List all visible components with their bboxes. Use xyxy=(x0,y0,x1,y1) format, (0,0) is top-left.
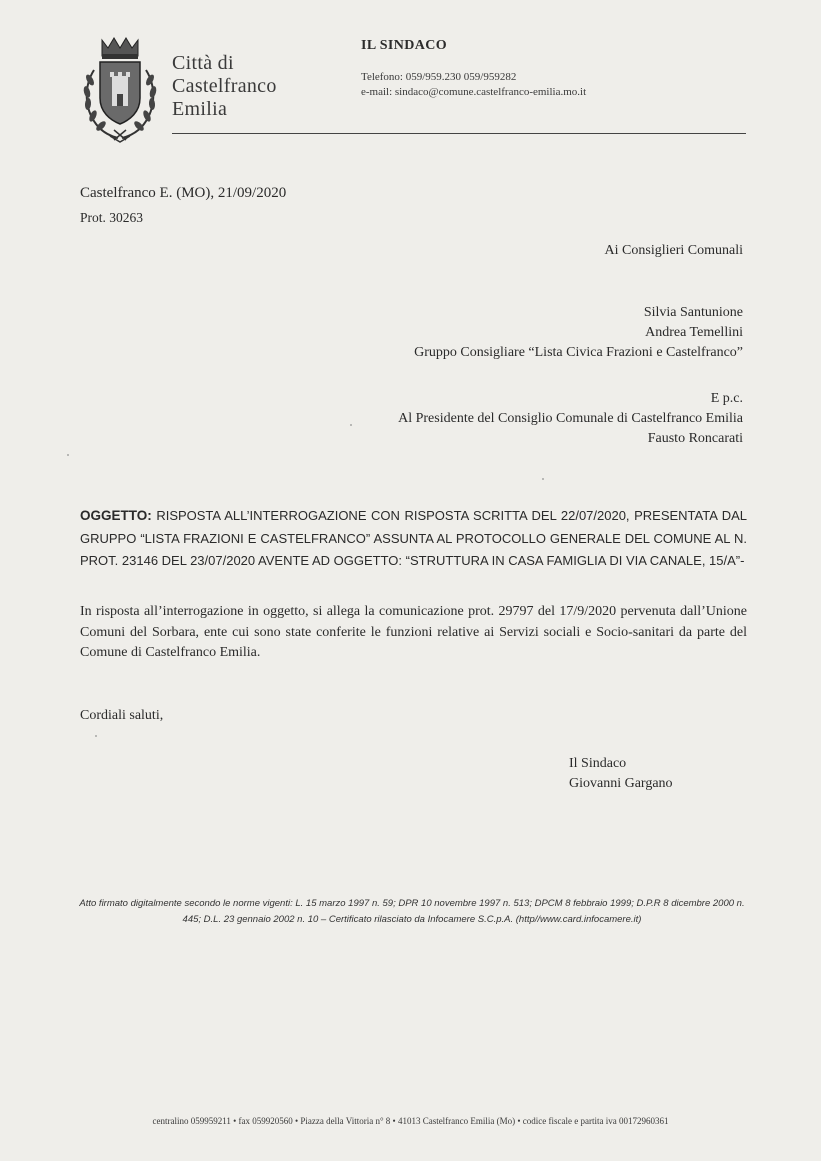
signature-role: Il Sindaco xyxy=(569,756,627,771)
scan-speck xyxy=(95,735,97,737)
signature-block xyxy=(569,754,673,794)
scan-speck xyxy=(350,424,352,426)
digital-signature-note: Atto firmato digitalmente secondo le norme vigenti: L. 15 marzo 1997 n. 59; DPR 10 novembre 1997 n. 513; DPCM 8 febbraio 1999; D.P.R 8 dicembre 2000 n. 445; D.L. 23 gennaio 2002 n. 10 – Certificato rilasciato da Infocamere S.C.p.A. (http//www.card.infocamere.it) xyxy=(79,898,745,925)
recipient-group: Gruppo Consigliare “Lista Civica Frazioni e Castelfranco” xyxy=(414,345,743,360)
recipient-name: Andrea Temellini xyxy=(645,325,743,340)
scan-speck xyxy=(542,478,544,480)
recipient-name: Silvia Santunione xyxy=(643,305,743,320)
greeting: Cordiali saluti, xyxy=(80,708,164,723)
recipient-names xyxy=(414,303,743,363)
subject-label: OGGETTO: xyxy=(80,508,152,523)
contact-info xyxy=(361,70,586,100)
subject-text: RISPOSTA ALL’INTERROGAZIONE CON RISPOSTA SCRITTA DEL 22/07/2020, PRESENTATA DAL GRUPPO “LISTA FRAZIONI E CASTELFRANCO” ASSUNTA AL PROTOCOLLO GENERALE DEL COMUNE AL N. PROT. 23146 DEL 23/07/2020 AVENTE AD OGGETTO: “STRUTTURA IN CASA FAMIGLIA DI VIA CANALE, 15/A”- xyxy=(80,508,747,568)
phone-line: Telefono: 059/959.230 059/959282 xyxy=(361,71,517,83)
cc-recipient: Al Presidente del Consiglio Comunale di Castelfranco Emilia xyxy=(398,411,743,426)
body-paragraph: In risposta all’interrogazione in oggetto, si allega la comunicazione prot. 29797 del 17/9/2020 pervenuta dall’Unione Comuni del Sorbara, ente cui sono state conferite le funzioni relative ai Servizi sociali e Socio-sanitari da parte del Comune di Castelfranco Emilia. xyxy=(80,604,747,660)
cc-label: E p.c. xyxy=(710,391,743,406)
header-divider xyxy=(172,133,746,134)
municipal-crest-icon xyxy=(80,36,160,144)
town-name xyxy=(172,52,277,121)
signature-name: Giovanni Gargano xyxy=(569,776,673,791)
town-name-line-2: Castelfranco xyxy=(172,75,277,97)
scan-speck xyxy=(67,454,69,456)
town-name-line-3: Emilia xyxy=(172,98,228,120)
place-date: Castelfranco E. (MO), 21/09/2020 xyxy=(80,185,287,201)
subject-paragraph xyxy=(80,505,747,573)
email-line: e-mail: sindaco@comune.castelfranco-emilia.mo.it xyxy=(361,86,587,98)
page-footer: centralino 059959211 • fax 059920560 • Piazza della Vittoria n° 8 • 41013 Castelfranco Emilia (Mo) • codice fiscale e partita iva 00172960361 xyxy=(152,1116,669,1126)
office-title: IL SINDACO xyxy=(361,38,448,53)
cc-block xyxy=(398,389,743,449)
cc-name: Fausto Roncarati xyxy=(647,431,743,446)
recipients-heading: Ai Consiglieri Comunali xyxy=(604,243,743,258)
town-name-line-1: Città di xyxy=(172,52,234,74)
protocol-number: Prot. 30263 xyxy=(80,210,144,225)
